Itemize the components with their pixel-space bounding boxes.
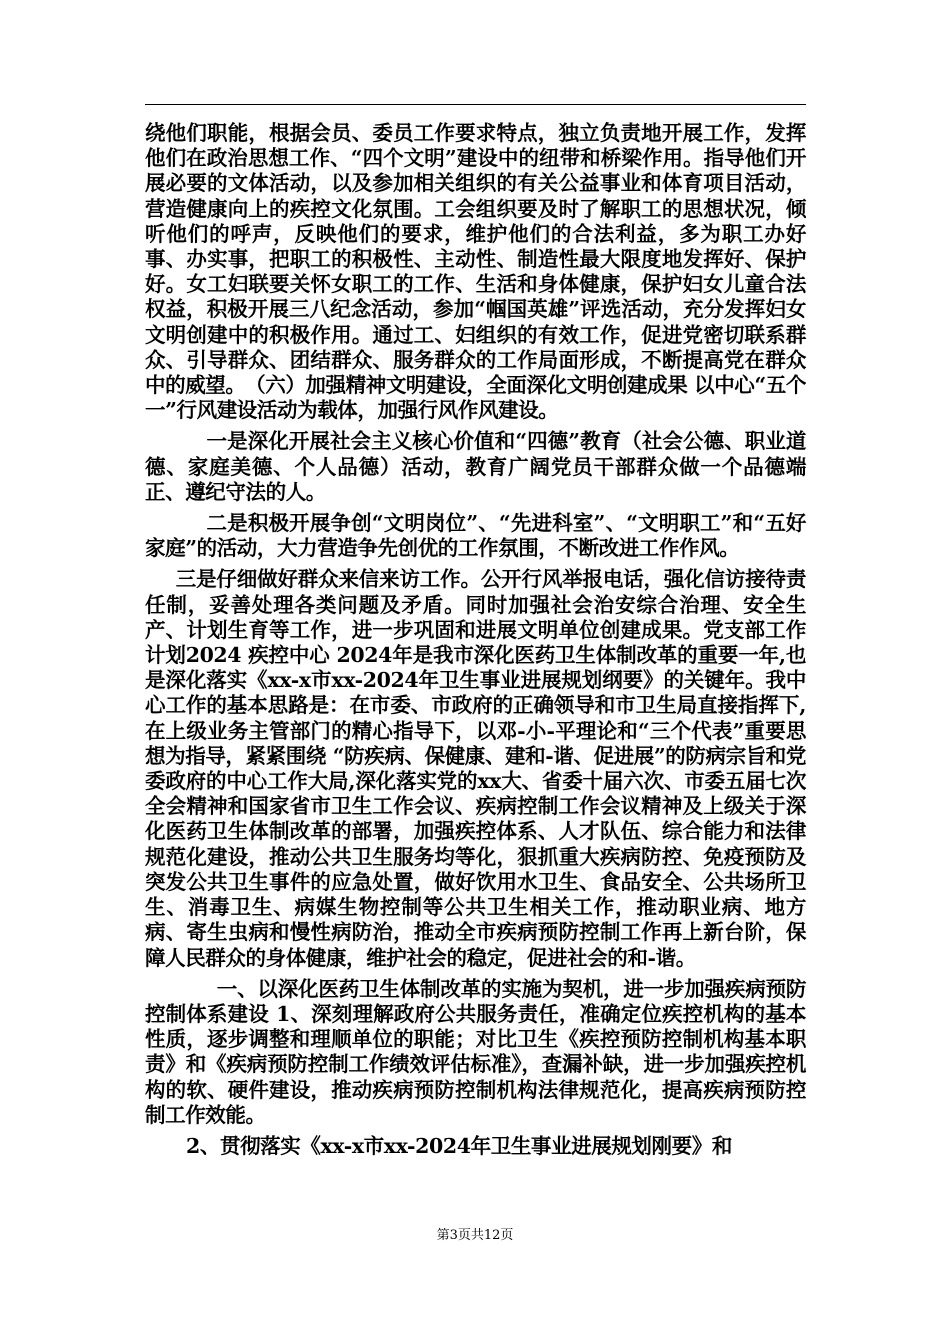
body-paragraph: 二是积极开展争创“文明岗位”、“先进科室”、“文明职工”和“五好家庭”的活动，大力营造争先创优的工作氛围，不断改进工作作风。 xyxy=(145,511,806,561)
document-body xyxy=(145,121,806,1159)
body-paragraph: 2、贯彻落实《xx-x市xx-2024年卫生事业进展规划刚要》和 xyxy=(186,1133,732,1158)
header-rule xyxy=(145,104,806,105)
body-paragraph: 绕他们职能，根据会员、委员工作要求特点，独立负责地开展工作，发挥他们在政治思想工作、“四个文明”建设中的纽带和桥梁作用。指导他们开展必要的文体活动，以及参加相关组织的有关公益事业和体育项目活动，营造健康向上的疾控文化氛围。工会组织要及时了解职工的思想状况，倾听他们的呼声，反映他们的要求，维护他们的合法利益，多为职工办好事、办实事，把职工的积极性、主动性、制造性最大限度地发挥好、保护好。女工妇联要关怀女职工的工作、生活和身体健康，保护妇女儿童合法权益，积极开展三八纪念活动，参加“帼国英雄”评选活动，充分发挥妇女文明创建中的积极作用。通过工、妇组织的有效工作，促进党密切联系群众、引导群众、团结群众、服务群众的工作局面形成，不断提高党在群众中的威望。 （六）加强精神文明建设，全面深化文明创建成果 以中心“五个一”行风建设活动为载体，加强行风作风建设。 xyxy=(145,121,806,423)
body-paragraph: 三是仔细做好群众来信来访工作。公开行风举报电话，强化信访接待责任制，妥善处理各类问题及矛盾。同时加强社会治安综合治理、安全生产、计划生育等工作，进一步巩固和进展文明单位创建成果。党支部工作计划2024 疾控中心 2024年是我市深化医药卫生体制改革的重要一年,也是深化落实《xx-x市xx-2024年卫生事业进展规划纲要》的关键年。我中心工作的基本思路是：在市委、市政府的正确领导和市卫生局直接指挥下,在上级业务主管部门的精心指导下，以邓-小-平理论和“三个代表”重要思想为指导，紧紧围绕 “防疾病、保健康、建和-谐、促进展”的防病宗旨和党委政府的中心工作大局,深化落实党的xx大、省委十届六次、市委五届七次全会精神和国家省市卫生工作会议、疾病控制工作会议精神及上级关于深化医药卫生体制改革的部署，加强疾控体系、人才队伍、综合能力和法律规范化建设，推动公共卫生服务均等化，狠抓重大疾病防控、免疫预防及突发公共卫生事件的应急处置，做好饮用水卫生、食品安全、公共场所卫生、消毒卫生、病媒生物控制等公共卫生相关工作，推动职业病、地方病、寄生虫病和慢性病防治，推动全市疾病预防控制工作再上新台阶，保障人民群众的身体健康，维护社会的稳定，促进社会的和-谐。 xyxy=(145,567,806,970)
body-paragraph: 一、以深化医药卫生体制改革的实施为契机，进一步加强疾病预防控制体系建设 1、深刻理解政府公共服务责任，准确定位疾控机构的基本性质，逐步调整和理顺单位的职能；对比卫生《疾控预防控制机构基本职责》和《疾病预防控制工作绩效评估标准》，查漏补缺，进一步加强疾控机构的软、硬件建设，推动疾病预防控制机构法律规范化，提高疾病预防控制工作效能。 xyxy=(145,976,806,1127)
body-paragraph: 一是深化开展社会主义核心价值和“四德”教育（社会公德、职业道德、家庭美德、个人品德）活动，教育广阔党员干部群众做一个品德端正、遵纪守法的人。 xyxy=(145,429,806,504)
page-footer: 第3页共12页 xyxy=(436,1228,514,1243)
